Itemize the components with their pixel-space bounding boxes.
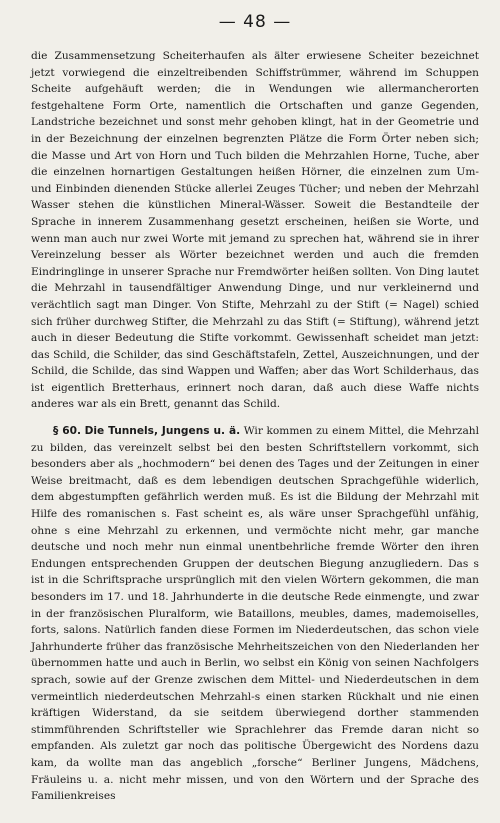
section-body: Wir kommen zu einem Mittel, die Mehrzahl zu bilden, das vereinzelt selbst bei den besten Schriftstellern vorkommt, sich besonders aber als „hochmodern“ bei denen des Tages und der Zeitungen in einer Weise breitmacht, daß es dem lebendigen deutschen Sprachgefühle widerlich, dem abgestumpften gefährlich werden muß. Es ist die Bildung der Mehrzahl mit Hilfe des romanischen s. Fast scheint es, als wäre unser Sprachgefühl unfähig, ohne s eine Mehrzahl zu erkennen, und vermöchte nicht mehr, gar manche deutsche und noch mehr nun einmal unentbehrliche fremde Wörter den ihren Endungen entsprechenden Gruppen der deutschen Biegung anzugliedern. Das s ist in die Schriftsprache ursprünglich mit den vielen Wörtern gekommen, die man besonders im 17. und 18. Jahrhunderte in die deutsche Rede einmengte, und zwar in der französischen Pluralform, wie Bataillons, meubles, dames, mademoiselles, forts, salons. Natürlich fanden diese Formen im Niederdeutschen, das schon viele Jahrhunderte früher das französische Mehrheitszeichen von den Niederlanden her übernommen hatte und auch in Berlin, wo selbst ein König von seinen Nachfolgers sprach, sowie auf der Grenze zwischen dem Mittel- und Niederdeutschen in dem vermeintlich niederdeutschen Mehrzahl-s einen starken Rückhalt und nie einen kräftigen Widerstand, da sie seitdem überwiegend dorther stammenden stimmführenden Schriftsteller wie Sprachlehrer das Fremde daran nicht so empfanden. Als zuletzt gar noch das politische Übergewicht des Nordens dazu kam, da wollte man das angeblich „forsche“ Berliner Jungens, Mädchens, Fräuleins u. a. nicht mehr missen, und von den Wörtern und der Sprache des Familienkreises — [31, 425, 479, 803]
paragraph-continuation: die Zusammensetzung Scheiterhaufen als älter erwiesene Scheiter bezeichnet jetzt vorwiegend die einzeltreibenden Schiffstrümmer, während im Schuppen Scheite aufgehäuft werden; die in Wendungen wie allermancherorten festgehaltene Form Orte, namentlich die Ortschaften und ganze Gegenden, Landstriche bezeichnet und sonst mehr gehoben klingt, hat in der Geometrie und in der Bezeichnung der einzelnen begrenzten Plätze die Form Örter neben sich; die Masse und Art von Horn und Tuch bilden die Mehrzahlen Horne, Tuche, aber die einzelnen hornartigen Gestaltungen heißen Hörner, die einzelnen zum Um- und Einbinden dienenden Stücke allerlei Zeuges Tücher; und neben der Mehrzahl Wasser stehen die künstlichen Mineral-Wässer. Soweit die Bestandteile der Sprache in innerem Zusammenhang gesetzt erscheinen, heißen sie Worte, und wenn man auch nur zwei Worte mit jemand zu sprechen hat, während sie in ihrer Vereinzelung besser als Wörter bezeichnet werden und auch die fremden Eindringlinge in unserer Sprache nur Fremdwörter heißen sollten. Von Ding lautet die Mehrzahl in tausendfältiger Anwendung Dinge, und nur verkleinernd und verächtlich sagt man Dinger. Von Stifte, Mehrzahl zu der Stift (= Nagel) schied sich früher durchweg Stifter, die Mehrzahl zu das Stift (= Stiftung), während jetzt auch in dieser Bedeutung die Stifte vorkommt. Gewissenhaft scheidet man jetzt: das Schild, die Schilder, das sind Geschäftstafeln, Zettel, Auszeichnungen, und der Schild, die Schilde, das sind Wappen und Waffen; aber das Wort Schilderhaus, das ist eigentlich Bretterhaus, erinnert noch daran, daß auch diese Waffe nichts anderes war als ein Brett, genannt das Schild. — [31, 50, 479, 411]
document-page — [31, 12, 479, 805]
page-number: — 48 — — [218, 12, 292, 32]
section-number: § 60. — [53, 425, 81, 438]
section-60 — [31, 423, 479, 805]
section-title: Die Tunnels, Jungens u. ä. — [84, 425, 241, 438]
